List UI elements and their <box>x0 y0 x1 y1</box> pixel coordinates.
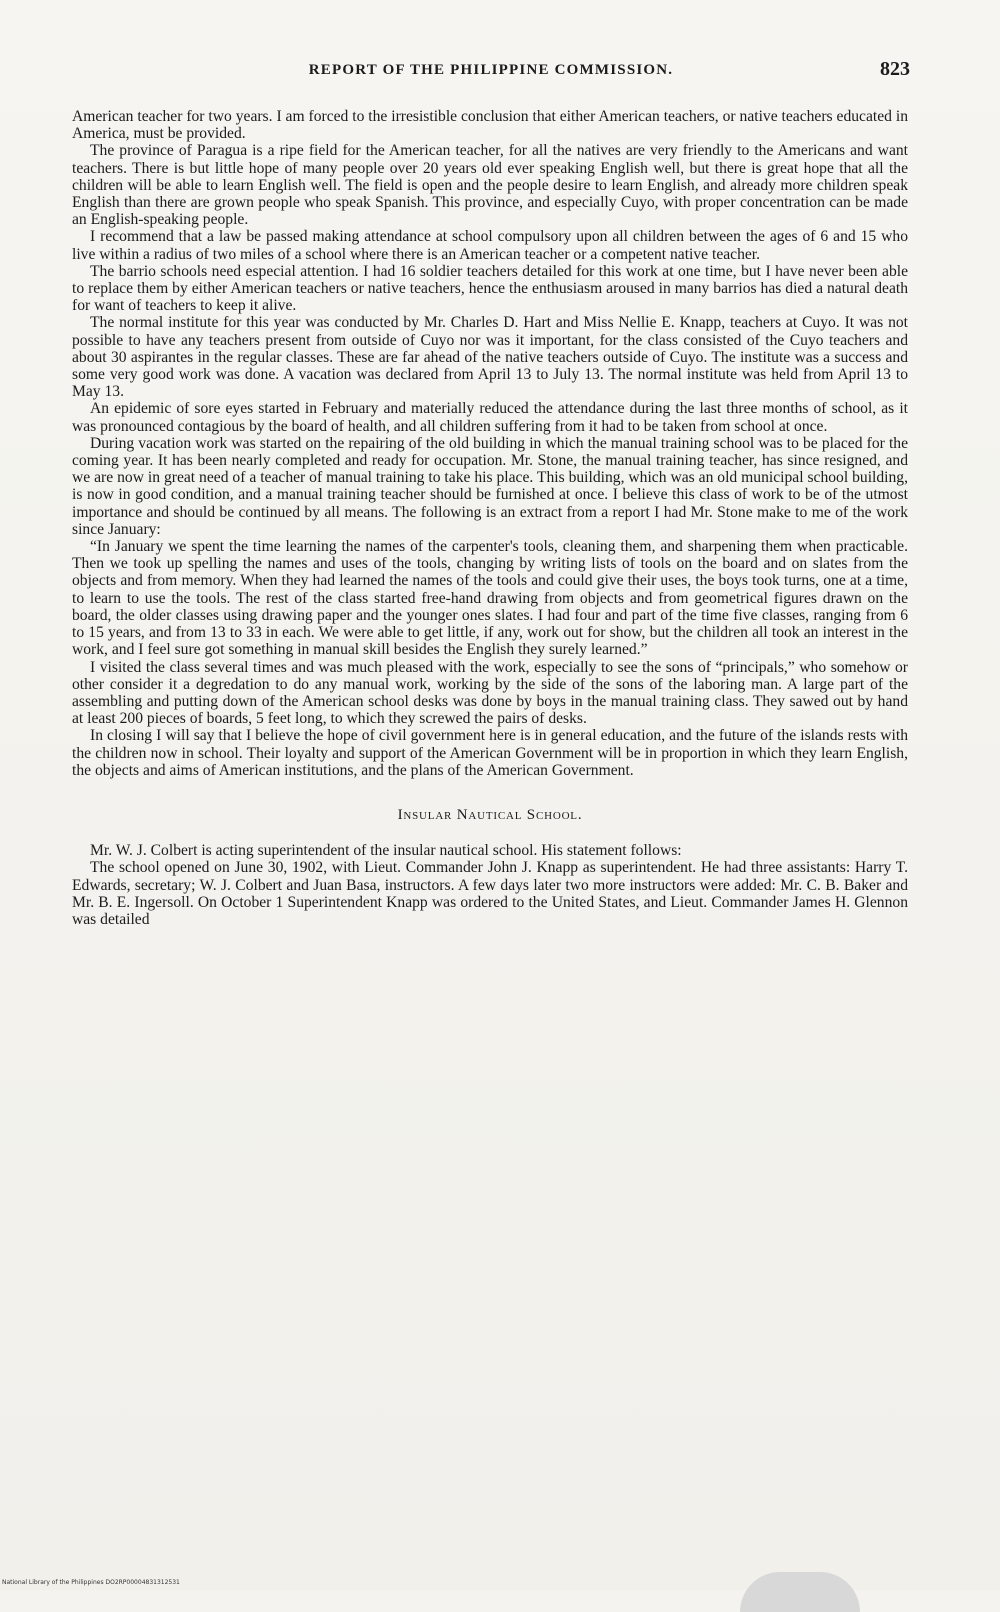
paragraph: During vacation work was started on the repairing of the old building in which the manual training school was to be placed for the coming year. It has been nearly completed and ready for occupation. Mr. Stone, the manual training teacher, has since resigned, and we are now in great need of a teacher of manual training to take his place. This building, which was an old municipal school building, is now in good condition, and a manual training teacher should be furnished at once. I believe this class of work to be of the utmost importance and should be continued by all means. The following is an extract from a report I had Mr. Stone make to me of the work since January: <box>72 434 908 538</box>
paragraph: In closing I will say that I believe the hope of civil government here is in general education, and the future of the islands rests with the children now in school. Their loyalty and support of the American Government will be in proportion in which they learn English, the objects and aims of American institutions, and the plans of the American Government. <box>72 727 908 779</box>
quoted-paragraph: “In January we spent the time learning the names of the carpenter's tools, cleaning them, and sharpening them when practicable. Then we took up spelling the names and uses of the tools, changing by writing lists of tools on the board and on slates from the objects and from memory. When they had learned the names of the tools and could give their uses, the boys took turns, one at a time, to learn to use the tools. The rest of the class started free-hand drawing from objects and from geometrical figures drawn on the board, the older classes using drawing paper and the younger ones slates. I had four and part of the time five classes, ranging from 6 to 15 years, and from 13 to 33 in each. We were able to get little, if any, work out for show, but the children all took an interest in the work, and I feel sure got something in manual skill besides the English they surely learned.” <box>72 538 908 659</box>
paragraph: I recommend that a law be passed making attendance at school compulsory upon all children between the ages of 6 and 15 who live within a radius of two miles of a school where there is an American teacher or a competent native teacher. <box>72 228 908 263</box>
page-header <box>72 58 910 88</box>
paragraph: American teacher for two years. I am forced to the irresistible conclusion that either American teachers, or native teachers educated in America, must be provided. <box>72 108 908 143</box>
page-number: 823 <box>880 58 910 80</box>
section-paragraph: Mr. W. J. Colbert is acting superintendent of the insular nautical school. His statement follows: <box>90 842 682 860</box>
paragraph: The province of Paragua is a ripe field for the American teacher, for all the natives are very friendly to the Americans and want teachers. There is but little hope of many people over 20 years old ever speaking English well, but there is great hope that all the children will be able to learn English well. The field is open and the people desire to learn English, and already more children speak English than there are grown people who speak Spanish. This province, and especially Cuyo, with proper concentration can be made an English-speaking people. <box>72 142 908 229</box>
running-head: REPORT OF THE PHILIPPINE COMMISSION. <box>308 62 674 78</box>
paragraph: An epidemic of sore eyes started in February and materially reduced the attendance during the last three months of school, as it was pronounced contagious by the board of health, and all children suffering from it had to be taken from school at once. <box>72 400 908 435</box>
body-text <box>72 108 908 928</box>
paragraph: I visited the class several times and was much pleased with the work, especially to see the sons of “principals,” who somehow or other consider it a degredation to do any manual work, working by the side of the sons of the laboring man. A large part of the assembling and putting down of the American school desks was done by boys in the manual training class. They sawed out by hand at least 200 pieces of boards, 5 feet long, to which they screwed the pairs of desks. <box>72 658 908 728</box>
scan-shadow <box>740 1572 860 1612</box>
section-heading: Insular Nautical School. <box>397 806 583 823</box>
paragraph: The normal institute for this year was conducted by Mr. Charles D. Hart and Miss Nellie E. Knapp, teachers at Cuyo. It was not possible to have any teachers present from outside of Cuyo nor was it important, for the class consisted of the Cuyo teachers and about 30 aspirantes in the regular classes. These are far ahead of the native teachers outside of Cuyo. The institute was a success and some very good work was done. A vacation was declared from April 13 to July 13. The normal institute was held from April 13 to May 13. <box>72 314 908 401</box>
footer-caption: National Library of the Philippines DO2RP00004831312531 <box>2 1579 180 1586</box>
paragraph: The barrio schools need especial attention. I had 16 soldier teachers detailed for this work at one time, but I have never been able to replace them by either American teachers or native teachers, hence the enthusiasm aroused in many barrios has died a natural death for want of teachers to keep it alive. <box>72 262 908 315</box>
section-paragraph: The school opened on June 30, 1902, with Lieut. Commander John J. Knapp as superintendent. He had three assistants: Harry T. Edwards, secretary; W. J. Colbert and Juan Basa, instructors. A few days later two more instructors were added: Mr. C. B. Baker and Mr. B. E. Ingersoll. On October 1 Superintendent Knapp was ordered to the United States, and Lieut. Commander James H. Glennon was detailed <box>72 859 908 928</box>
